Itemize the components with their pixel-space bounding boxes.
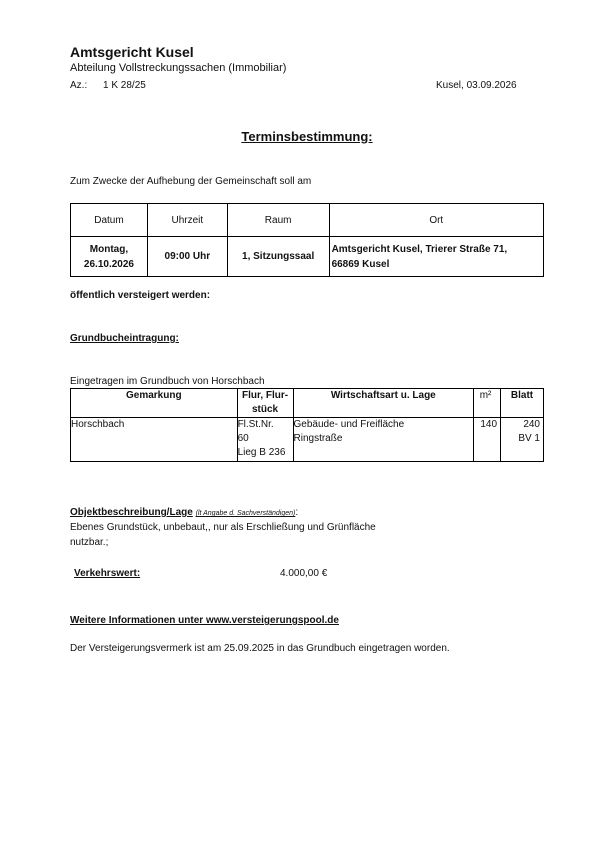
more-info-link[interactable]: Weitere Informationen unter www.versteigerungspool.de bbox=[70, 615, 339, 626]
land-register-data-row bbox=[71, 418, 544, 462]
cell-wirtschaftsart-line2: Ringstraße bbox=[293, 433, 343, 444]
market-value-label: Verkehrswert: bbox=[74, 568, 141, 579]
header-ort: Ort bbox=[329, 204, 543, 237]
auction-statement: öffentlich versteigert werden: bbox=[70, 290, 211, 301]
appointment-header-row bbox=[71, 204, 544, 237]
appointment-table bbox=[70, 203, 544, 277]
header-blatt: Blatt bbox=[501, 389, 544, 418]
appointment-location bbox=[329, 237, 543, 277]
date-value: 26.10.2026 bbox=[83, 258, 134, 270]
header-uhrzeit: Uhrzeit bbox=[147, 204, 227, 237]
cell-wirtschaftsart bbox=[293, 418, 474, 462]
registration-note: Der Versteigerungsvermerk ist am 25.09.2025 in das Grundbuch eingetragen worden. bbox=[70, 643, 450, 654]
cell-blatt-line1: 240 bbox=[523, 419, 540, 430]
header-gemarkung: Gemarkung bbox=[71, 389, 238, 418]
location-line2: 66869 Kusel bbox=[331, 258, 390, 270]
cell-blatt-line2: BV 1 bbox=[518, 433, 540, 444]
object-heading-colon: : bbox=[295, 507, 299, 518]
object-description bbox=[70, 520, 376, 550]
page-title: Terminsbestimmung: bbox=[241, 129, 373, 144]
header-flur bbox=[237, 389, 293, 418]
land-register-intro: Eingetragen im Grundbuch von Horschbach bbox=[70, 376, 265, 387]
object-description-line2: nutzbar.; bbox=[70, 537, 109, 548]
cell-blatt bbox=[501, 418, 544, 462]
header-wirtschaftsart: Wirtschaftsart u. Lage bbox=[293, 389, 474, 418]
appointment-time: 09:00 Uhr bbox=[147, 237, 227, 277]
header-flur-line2: stück bbox=[251, 404, 279, 415]
header-raum: Raum bbox=[227, 204, 329, 237]
header-m2: m² bbox=[474, 389, 501, 418]
land-register-header-row bbox=[71, 389, 544, 418]
land-register-heading: Grundbucheintragung: bbox=[70, 333, 179, 344]
header-datum: Datum bbox=[71, 204, 148, 237]
cell-flur-line2: 60 bbox=[237, 433, 249, 444]
object-description-heading bbox=[70, 507, 298, 518]
file-number-label: Az.: bbox=[70, 80, 88, 91]
object-heading-text: Objektbeschreibung/Lage bbox=[70, 507, 193, 518]
appointment-date bbox=[71, 237, 148, 277]
object-heading-note: (lt Angabe d. Sachverständigen) bbox=[195, 510, 296, 517]
date-weekday: Montag, bbox=[89, 243, 129, 255]
cell-flur-line3: Lieg B 236 bbox=[237, 447, 286, 458]
appointment-room: 1, Sitzungssaal bbox=[227, 237, 329, 277]
department: Abteilung Vollstreckungssachen (Immobiliar) bbox=[70, 62, 287, 74]
location-line1: Amtsgericht Kusel, Trierer Straße 71, bbox=[331, 243, 508, 255]
object-description-line1: Ebenes Grundstück, unbebaut,, nur als Erschließung und Grünfläche bbox=[70, 522, 376, 533]
market-value: 4.000,00 € bbox=[280, 568, 328, 579]
file-number: 1 K 28/25 bbox=[103, 80, 146, 91]
cell-m2: 140 bbox=[474, 418, 501, 462]
header-flur-line1: Flur, Flur- bbox=[241, 390, 289, 401]
cell-flur bbox=[237, 418, 293, 462]
cell-wirtschaftsart-line1: Gebäude- und Freifläche bbox=[293, 419, 405, 430]
court-name: Amtsgericht Kusel bbox=[70, 44, 194, 60]
appointment-value-row bbox=[71, 237, 544, 277]
intro-text: Zum Zwecke der Aufhebung der Gemeinschaft soll am bbox=[70, 176, 312, 187]
cell-gemarkung: Horschbach bbox=[71, 418, 238, 462]
cell-flur-line1: Fl.St.Nr. bbox=[237, 419, 274, 430]
place-date: Kusel, 03.09.2026 bbox=[436, 80, 517, 91]
land-register-table bbox=[70, 388, 544, 462]
